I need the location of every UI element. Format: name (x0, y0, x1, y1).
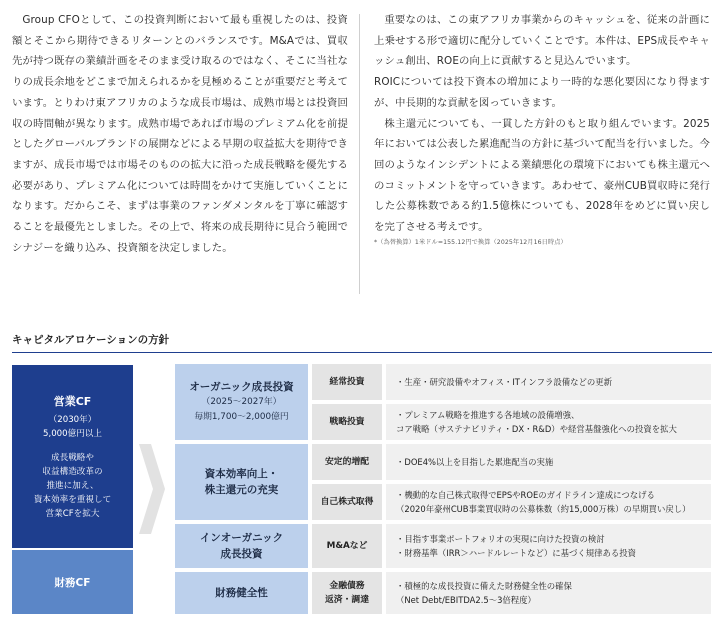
financial-cf-title: 財務CF (54, 576, 91, 589)
efficiency-line-1: 資本効率向上・ (204, 468, 279, 480)
desc-buyback (386, 484, 711, 520)
left-text-column (12, 10, 348, 258)
organic-title: オーガニック成長投資 (189, 381, 294, 393)
operating-cf-year: （2030年） (48, 414, 97, 425)
desc-ma (386, 524, 711, 568)
desc-strategic (386, 404, 711, 440)
exchange-rate-note: *（為替換算）1米ドル=155.12円で換算（2025年12月16日時点） (374, 238, 567, 246)
desc-line: ・目指す事業ポートフォリオの実現に向けた投資の検討 (396, 534, 605, 544)
operating-cf-line: 収益構造改革の (42, 466, 103, 477)
organic-period: （2025〜2027年） (201, 397, 282, 407)
inorganic-line-1: インオーガニック (199, 532, 284, 544)
sub-cell-buyback: 自己株式取得 (312, 484, 382, 520)
operating-cf-block (12, 365, 133, 548)
sub-cell-dividend: 安定的増配 (312, 444, 382, 480)
desc-line: ・DOE4%以上を目指した累進配当の実施 (396, 457, 554, 467)
sub-cell-strategic: 戦略投資 (312, 404, 382, 440)
column-divider (359, 14, 360, 294)
sub-cell-ma: M&Aなど (312, 524, 382, 568)
sub-cell-recurring: 経常投資 (312, 364, 382, 400)
operating-cf-title: 営業CF (53, 394, 92, 408)
operating-cf-line: 推進に加え、 (46, 480, 99, 491)
chevron-right-icon (137, 444, 167, 534)
sub-cell-debt (312, 572, 382, 614)
capital-efficiency-box (175, 444, 308, 520)
desc-line: ・プレミアム戦略を推進する各地域の設備増強、 (396, 410, 580, 420)
desc-line: （Net Debt/EBITDA2.5〜3倍程度） (396, 595, 536, 605)
sub-cell-debt-line-1: 金融債務 (329, 581, 365, 591)
desc-recurring (386, 364, 711, 400)
efficiency-line-2: 株主還元の充実 (204, 484, 279, 496)
desc-line: コア戦略（サステナビリティ・DX・R&D）や経営基盤強化への投資を拡大 (396, 424, 677, 434)
inorganic-investment-box (175, 524, 308, 568)
desc-debt (386, 572, 711, 614)
right-paragraph-1b: ROICについては投下資本の増加により一時的な悪化要因になり得ますが、中長期的な貢献を図っていきます。 (374, 76, 710, 109)
financial-cf-block (12, 550, 133, 614)
section-rule (12, 352, 712, 353)
operating-cf-amount: 5,000億円以上 (43, 428, 102, 439)
operating-cf-line: 営業CFを拡大 (45, 508, 100, 519)
inorganic-line-2: 成長投資 (220, 548, 263, 560)
desc-dividend (386, 444, 711, 480)
desc-line: ・財務基準（IRR＞ハードルレートなど）に基づく規律ある投資 (396, 548, 637, 558)
desc-line: ・機動的な自己株式取得でEPSやROEのガイドライン達成につなげる (396, 490, 655, 500)
right-text-column (374, 10, 710, 248)
organic-investment-box (175, 364, 308, 440)
sub-cell-debt-line-2: 返済・調達 (325, 595, 369, 605)
financial-soundness-title: 財務健全性 (215, 587, 268, 599)
financial-soundness-box (175, 572, 308, 614)
section-title: キャピタルアロケーションの方針 (12, 334, 170, 346)
desc-line: （2020年豪州CUB事業買収時の公募株数（約15,000万株）の早期買い戻し） (396, 504, 691, 514)
right-paragraph-1: 重要なのは、この東アフリカ事業からのキャッシュを、従来の計画に上乗せする形で適切に配分していくことです。本件は、EPS成長やキャッシュ創出、ROEの向上に貢献すると見込んでいます。 (374, 14, 710, 68)
desc-line: ・生産・研究設備やオフィス・ITインフラ設備などの更新 (396, 377, 613, 387)
operating-cf-line: 成長戦略や (51, 452, 94, 463)
desc-line: ・積極的な成長投資に備えた財務健全性の確保 (396, 581, 572, 591)
operating-cf-line: 資本効率を重視して (33, 494, 112, 505)
left-paragraph: Group CFOとして、この投資判断において最も重視したのは、投資額とそこから期待できるリターンとのバランスです。M&Aでは、買収先が持つ既存の業績計画をそのまま受け取るのではなく、そこに当社なりの成長余地をどこまで加えられるかを見極めることが重要だと考えています。とりわけ東アフリカのような成長市場は、成熟市場とは投資回収の時間軸が異なります。成熟市場であれば市場のプレミアム化を前提としたグローバルブランドの展開などによる早期の収益拡大を期待できますが、成長市場では市場そのものの拡大に沿った成長戦略を優先する必要があり、プレミアム化については時間をかけて実施していくことになります。だからこそ、まずは事業のファンダメンタルを丁寧に確認することを最優先としました。その上で、将来の成長期待に見合う範囲でシナジーを織り込み、投資額を決定しました。 (12, 14, 348, 254)
organic-amount: 毎期1,700〜2,000億円 (194, 412, 289, 422)
right-paragraph-2: 株主還元についても、一貫した方針のもと取り組んでいます。2025年においては公表した累進配当の方針に基づいて配当を行いました。今回のようなインシデントによる業績悪化の環境下においても株主還元へのコミットメントを守っていきます。あわせて、豪州CUB買収時に発行した公募株数である約1.5億株についても、2028年をめどに買い戻しを完了させる考えです。 (374, 117, 710, 234)
